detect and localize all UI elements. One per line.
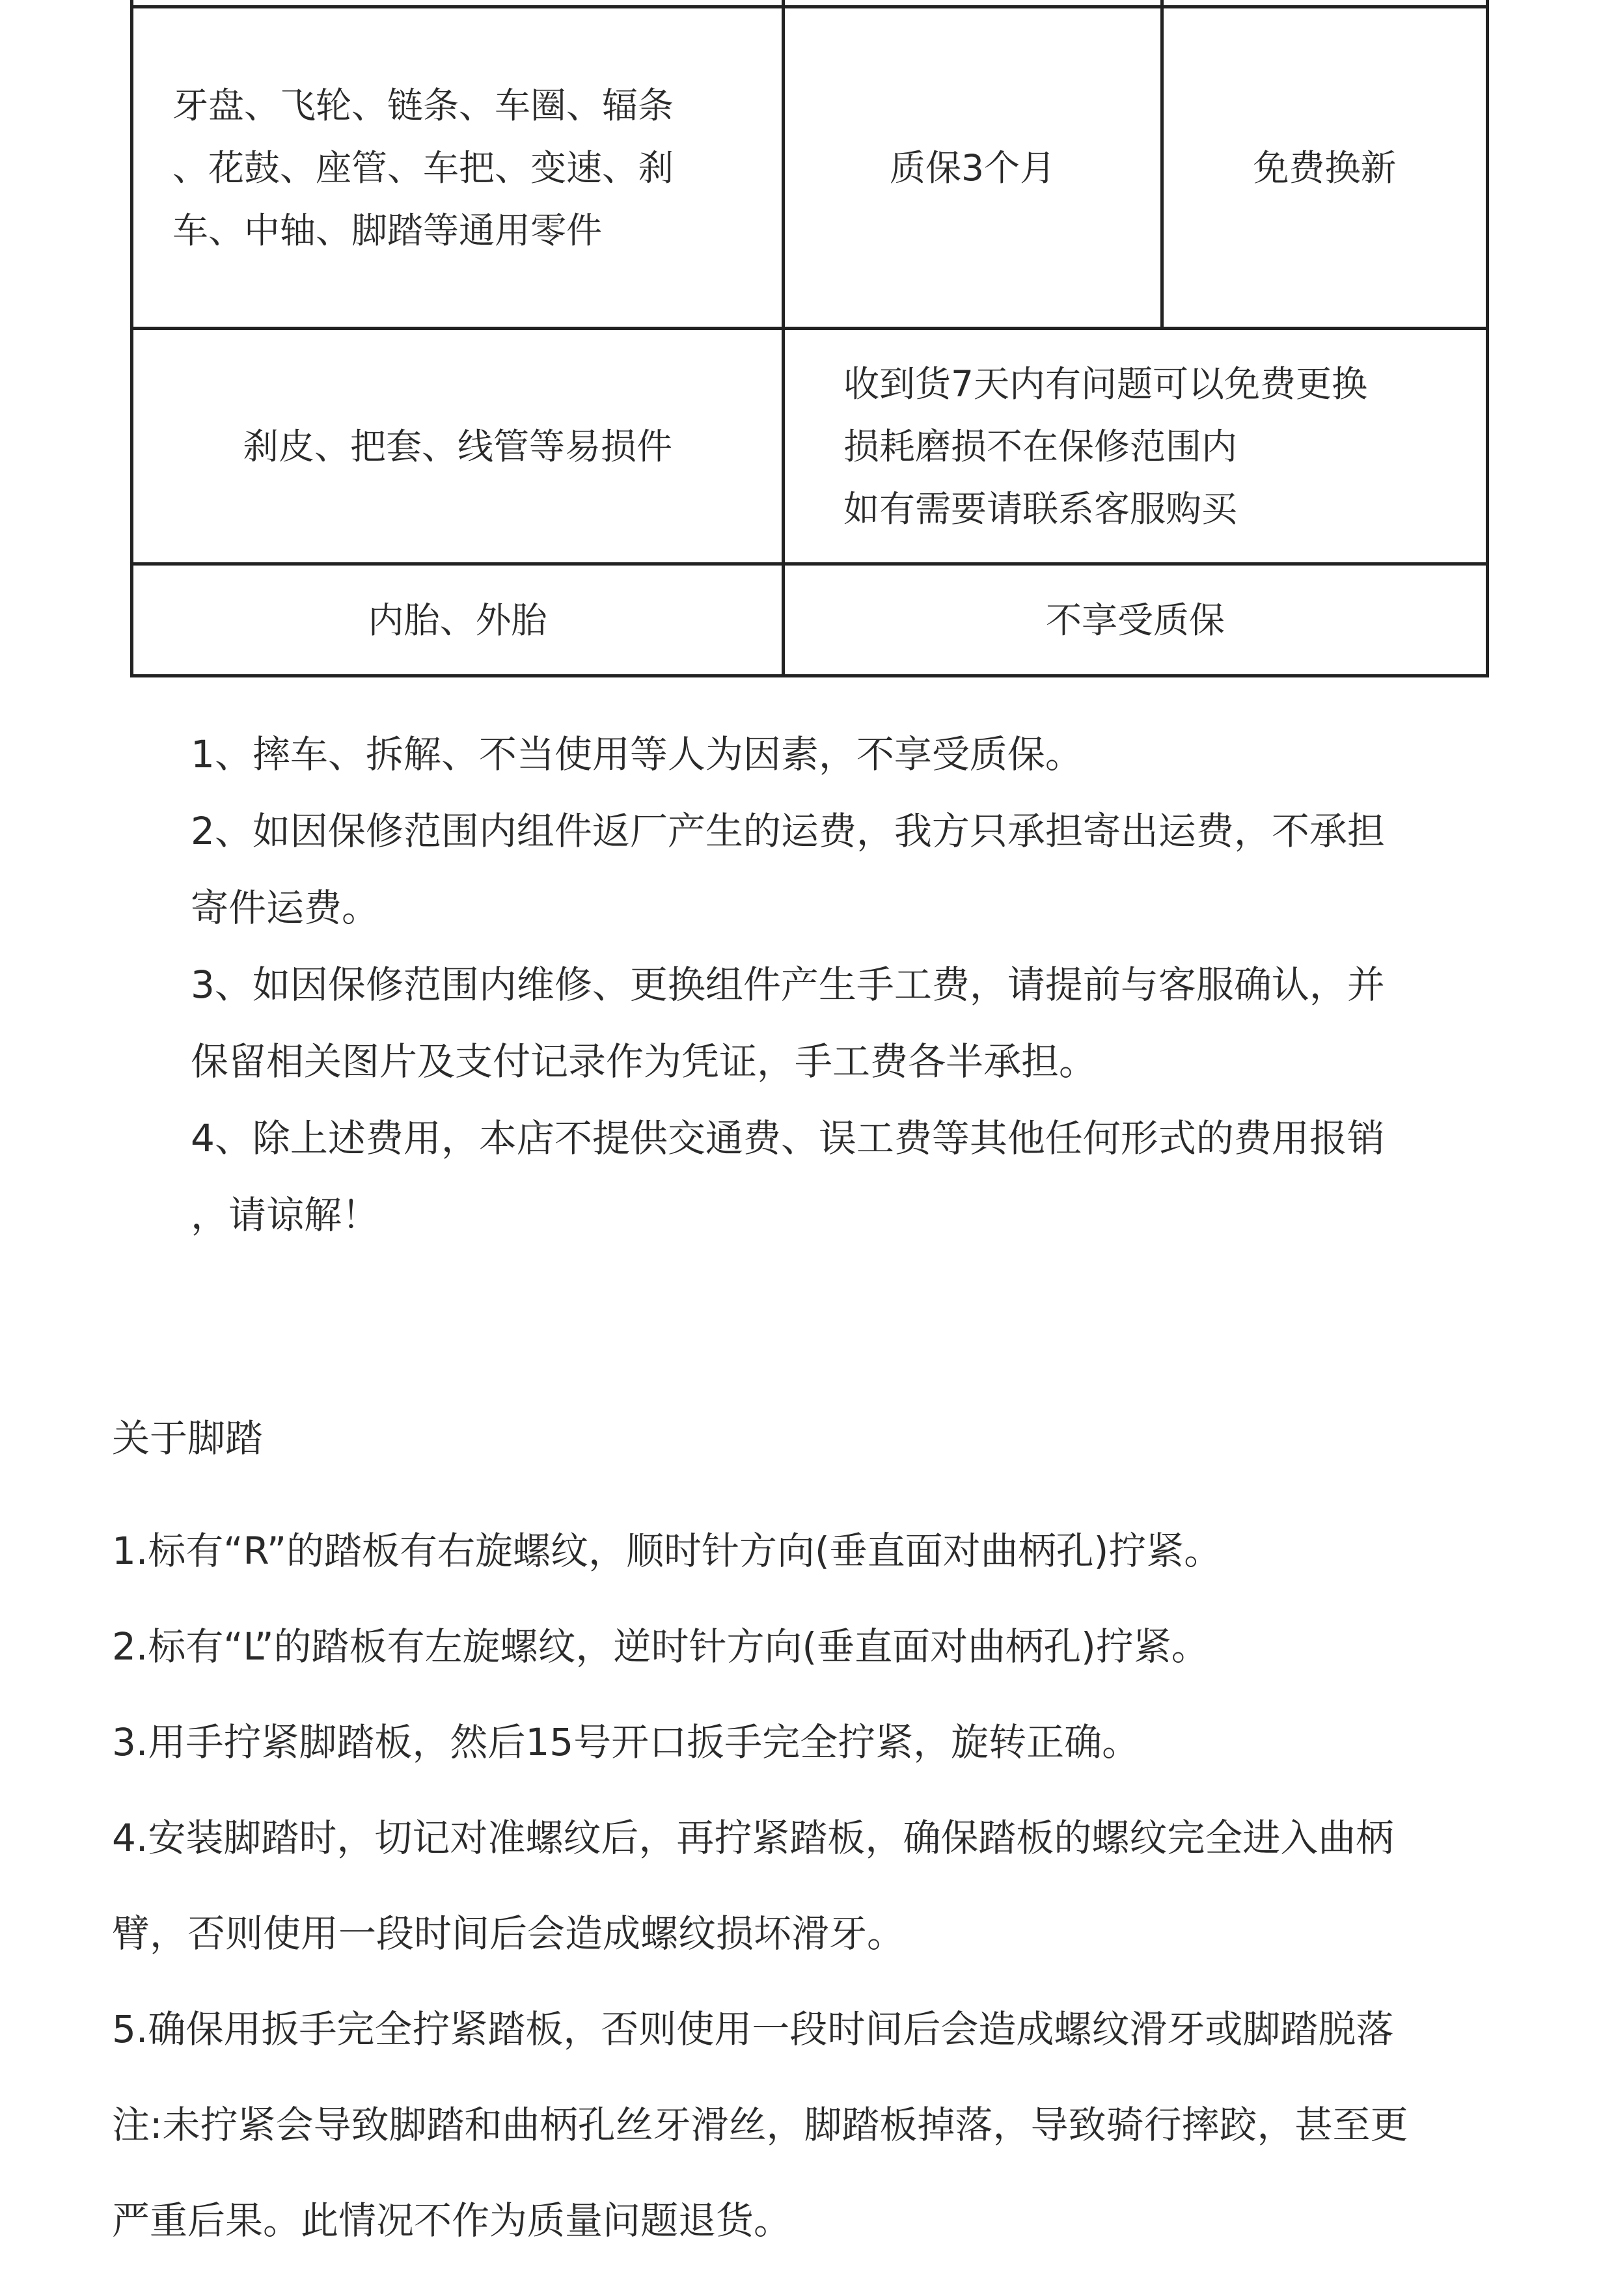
table-row [132,564,1488,676]
note-line: 4、除上述费用，本店不提供交通费、误工费等其他任何形式的费用报销 [191,1116,1385,1160]
policy-line: 损耗磨损不在保修范围内 [843,425,1238,467]
note-line: 保留相关图片及支付记录作为凭证，手工费各半承担。 [191,1039,1097,1084]
note-line: 1、摔车、拆解、不当使用等人为因素，不享受质保。 [191,732,1083,776]
part-cell: 刹皮、把套、线管等易损件 [132,329,784,564]
part-line: 牙盘、飞轮、链条、车圈、辐条 [172,84,674,126]
table-cell [1162,0,1488,7]
table-row [132,7,1488,329]
part-cell: 内胎、外胎 [132,564,784,676]
note-line: 3、如因保修范围内维修、更换组件产生手工费，请提前与客服确认，并 [191,963,1385,1007]
policy-cell: 免费换新 [1162,7,1488,329]
pedal-instruction-line: 1.标有“R”的踏板有右旋螺纹，顺时针方向(垂直面对曲柄孔)拧紧。 [112,1529,1222,1573]
pedal-instruction-line: 3.用手拧紧脚踏板，然后15号开口扳手完全拧紧，旋转正确。 [112,1720,1140,1764]
pedal-instruction-line: 4.安装脚踏时，切记对准螺纹后，再拧紧踏板，确保踏板的螺纹完全进入曲柄 [112,1816,1394,1860]
part-line: 、花鼓、座管、车把、变速、刹 [172,146,674,189]
pedal-instruction-line: 2.标有“L”的踏板有左旋螺纹，逆时针方向(垂直面对曲柄孔)拧紧。 [112,1624,1209,1669]
note-line: 寄件运费。 [191,886,380,930]
note-line: ，请谅解！ [191,1193,380,1237]
warranty-table [130,0,1489,677]
pedal-section-heading: 关于脚踏 [112,1416,264,1460]
warranty-notes [192,716,1500,1253]
pedal-instruction-line: 5.确保用扳手完全拧紧踏板，否则使用一段时间后会造成螺纹滑牙或脚踏脱落 [112,2007,1394,2051]
policy-line: 如有需要请联系客服购买 [843,487,1238,530]
part-line: 车、中轴、脚踏等通用零件 [172,209,603,251]
note-line: 2、如因保修范围内组件返厂产生的运费，我方只承担寄出运费，不承担 [191,809,1385,853]
table-cell [784,0,1162,7]
policy-cell: 不享受质保 [784,564,1488,676]
table-cell [132,0,784,7]
pedal-instruction-line: 严重后果。此情况不作为质量问题退货。 [112,2198,792,2243]
pedal-instruction-line: 注:未拧紧会导致脚踏和曲柄孔丝牙滑丝，脚踏板掉落，导致骑行摔跤，甚至更 [112,2103,1408,2147]
table-row [132,329,1488,564]
pedal-instructions [112,1503,1511,2269]
table-row-top-partial [132,0,1488,7]
policy-line: 收到货7天内有问题可以免费更换 [843,362,1367,405]
period-cell: 质保3个月 [784,7,1162,329]
part-cell [132,7,784,329]
policy-cell [784,329,1488,564]
pedal-instruction-line: 臂，否则使用一段时间后会造成螺纹损坏滑牙。 [112,1911,905,1956]
